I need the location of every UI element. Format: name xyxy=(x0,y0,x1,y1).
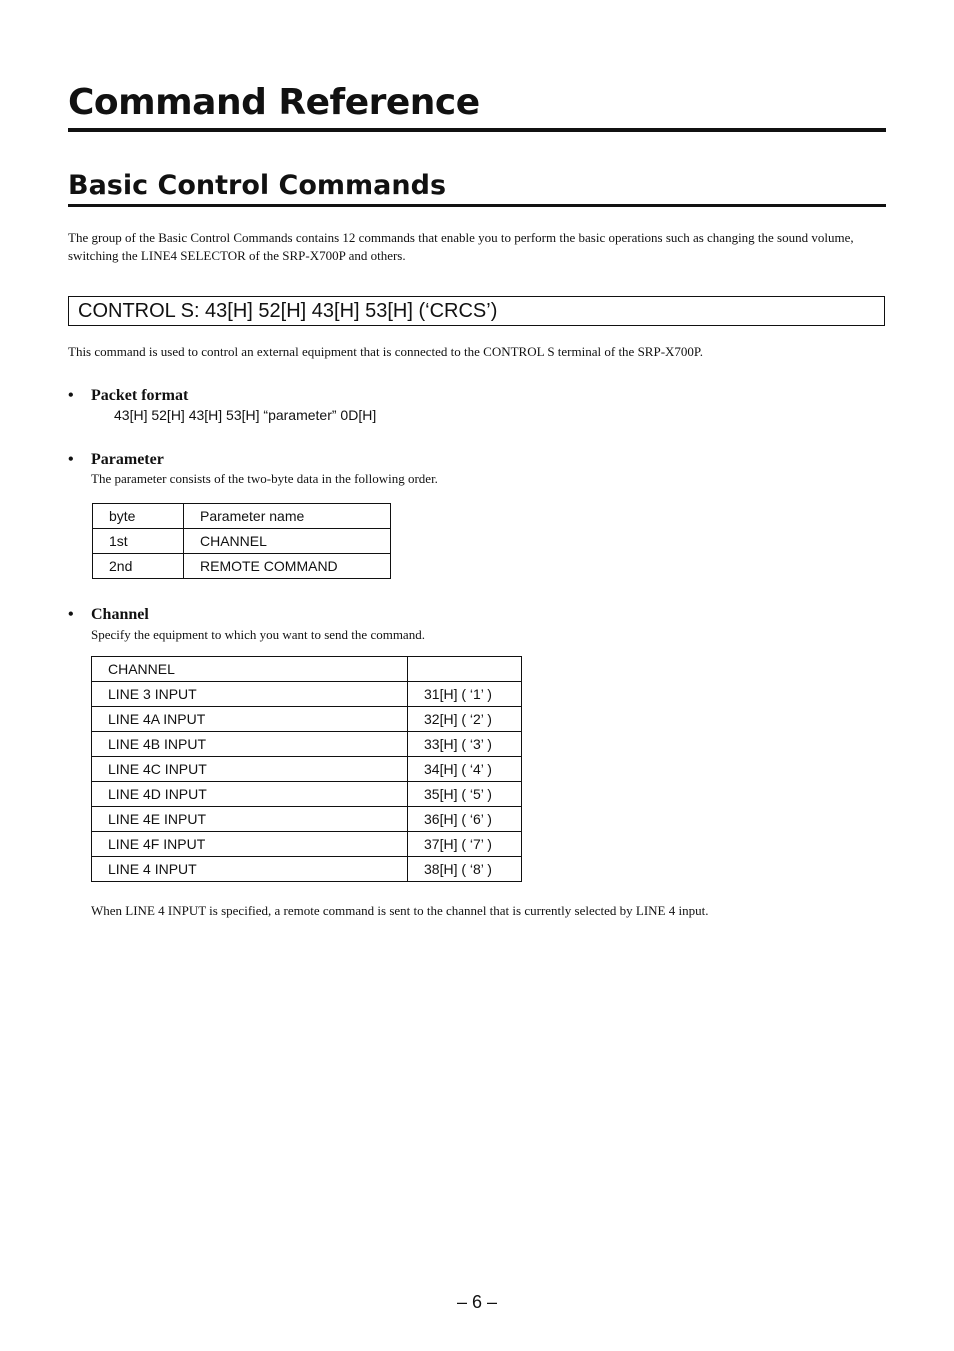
table-cell: 1st xyxy=(93,529,184,554)
title-rule xyxy=(68,128,886,132)
table-cell: 35[H] ( ‘5’ ) xyxy=(408,782,522,807)
table-cell: byte xyxy=(93,504,184,529)
command-heading-box: CONTROL S: 43[H] 52[H] 43[H] 53[H] (‘CRCS’) xyxy=(68,296,885,326)
section-rule xyxy=(68,204,886,207)
table-cell: LINE 4F INPUT xyxy=(92,832,408,857)
table-cell: Parameter name xyxy=(184,504,391,529)
parameter-heading xyxy=(68,450,164,470)
table-cell: 34[H] ( ‘4’ ) xyxy=(408,757,522,782)
table-cell: LINE 4C INPUT xyxy=(92,757,408,782)
table-cell: LINE 4 INPUT xyxy=(92,857,408,882)
channel-text: Specify the equipment to which you want to send the command. xyxy=(91,627,425,642)
table-cell: LINE 4E INPUT xyxy=(92,807,408,832)
page-title: Command Reference xyxy=(68,82,480,123)
table-row xyxy=(92,707,522,732)
table-cell: LINE 4A INPUT xyxy=(92,707,408,732)
parameter-text: The parameter consists of the two-byte data in the following order. xyxy=(91,471,438,486)
packet-format-label: Packet format xyxy=(91,387,189,404)
table-row xyxy=(93,529,391,554)
command-description: This command is used to control an external equipment that is connected to the CONTROL S terminal of the SRP-X700P. xyxy=(68,344,703,359)
channel-heading xyxy=(68,605,149,625)
table-cell: CHANNEL xyxy=(184,529,391,554)
table-row xyxy=(92,832,522,857)
table-cell xyxy=(408,657,522,682)
channel-note: When LINE 4 INPUT is specified, a remote command is sent to the channel that is currently selected by LINE 4 input. xyxy=(91,903,709,918)
table-cell: 37[H] ( ‘7’ ) xyxy=(408,832,522,857)
page-number: – 6 – xyxy=(456,1292,498,1312)
table-cell: 32[H] ( ‘2’ ) xyxy=(408,707,522,732)
table-cell: 33[H] ( ‘3’ ) xyxy=(408,732,522,757)
parameter-table xyxy=(92,503,391,579)
table-cell: 31[H] ( ‘1’ ) xyxy=(408,682,522,707)
table-row xyxy=(93,554,391,579)
table-cell: 36[H] ( ‘6’ ) xyxy=(408,807,522,832)
table-cell: LINE 4B INPUT xyxy=(92,732,408,757)
table-row xyxy=(92,807,522,832)
bullet-icon: • xyxy=(68,387,74,404)
channel-label: Channel xyxy=(91,606,149,623)
bullet-icon: • xyxy=(68,451,74,468)
table-cell: LINE 3 INPUT xyxy=(92,682,408,707)
section-title: Basic Control Commands xyxy=(68,170,447,201)
parameter-label: Parameter xyxy=(91,451,164,468)
table-cell: LINE 4D INPUT xyxy=(92,782,408,807)
table-header-row xyxy=(93,504,391,529)
table-row xyxy=(92,732,522,757)
intro-paragraph: The group of the Basic Control Commands contains 12 commands that enable you to perform the basic operations such as changing the sound volume, switching the LINE4 SELECTOR of the SRP-X700P and others. xyxy=(68,230,854,263)
table-cell: 38[H] ( ‘8’ ) xyxy=(408,857,522,882)
table-row xyxy=(92,857,522,882)
packet-format-value: 43[H] 52[H] 43[H] 53[H] “parameter” 0D[H] xyxy=(114,407,377,423)
table-header-row xyxy=(92,657,522,682)
channel-table xyxy=(91,656,522,882)
table-row xyxy=(92,782,522,807)
table-row xyxy=(92,757,522,782)
table-cell: REMOTE COMMAND xyxy=(184,554,391,579)
packet-format-heading xyxy=(68,386,188,406)
table-cell: CHANNEL xyxy=(92,657,408,682)
table-cell: 2nd xyxy=(93,554,184,579)
table-row xyxy=(92,682,522,707)
bullet-icon: • xyxy=(68,606,74,623)
